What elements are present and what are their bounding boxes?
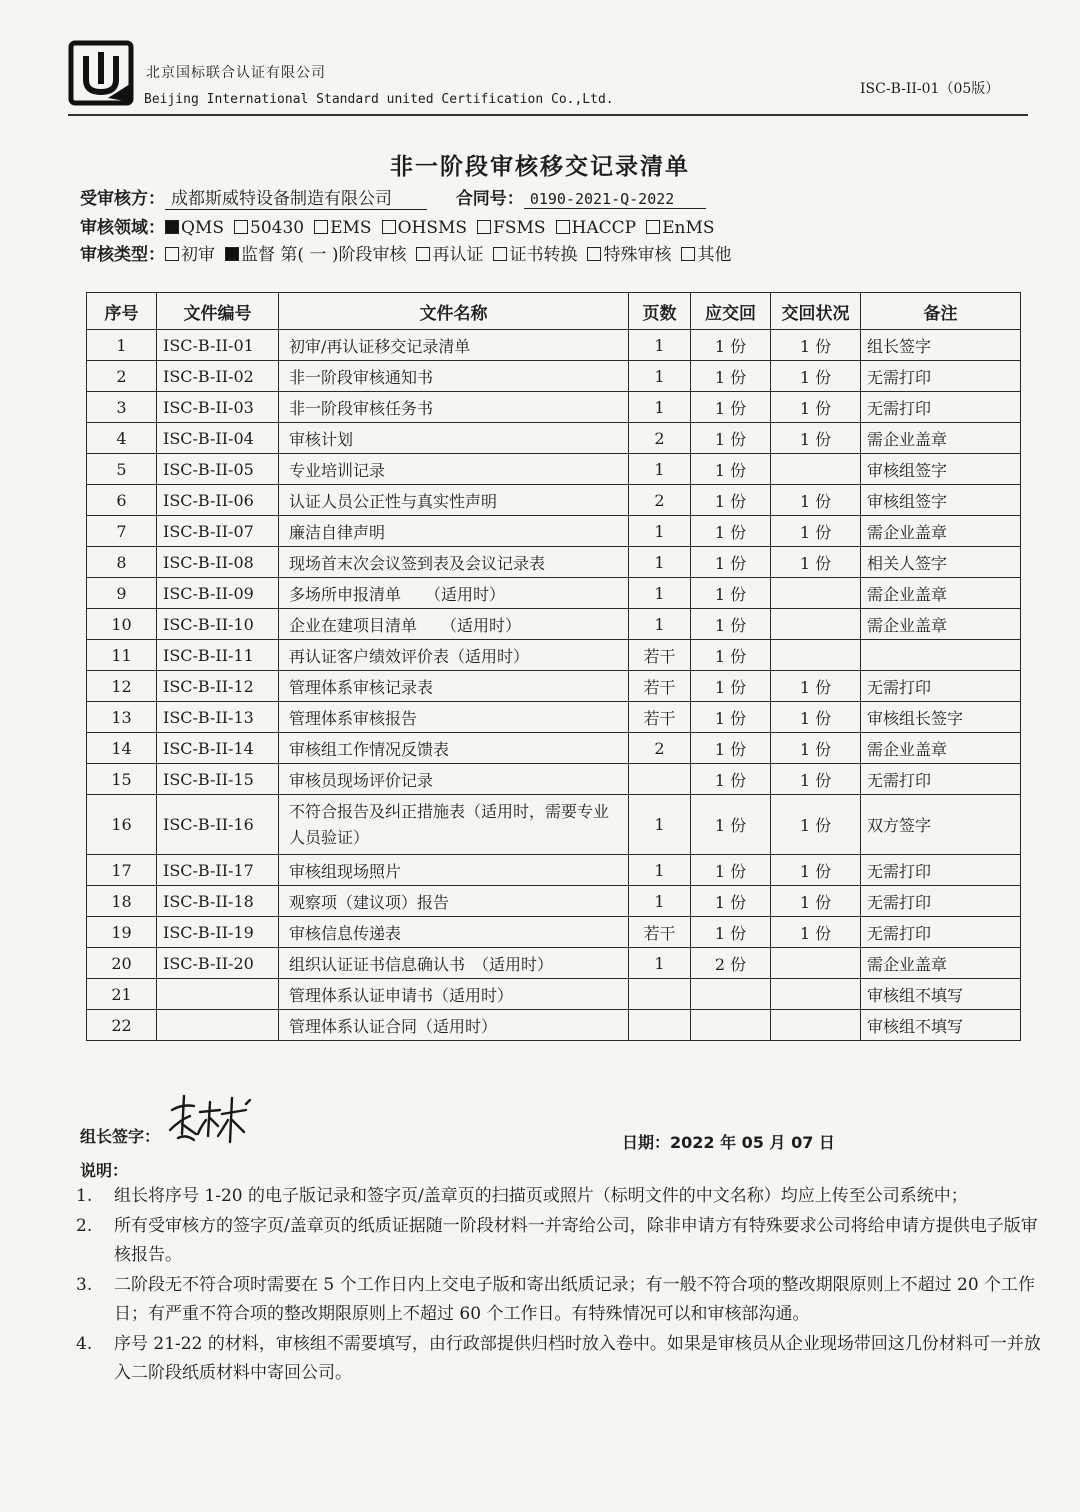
row-number-cell: 16 bbox=[87, 795, 157, 855]
row-number-cell: 6 bbox=[87, 485, 157, 516]
returned-status-cell: 1 份 bbox=[771, 733, 861, 764]
company-name-en: Beijing International Standard united Certification Co.,Ltd. bbox=[144, 92, 614, 107]
remark-cell: 需企业盖章 bbox=[861, 948, 1021, 979]
row-number-cell: 18 bbox=[87, 886, 157, 917]
table-row bbox=[87, 547, 1021, 578]
required-copies-cell: 1 份 bbox=[691, 764, 771, 795]
remark-cell: 审核组不填写 bbox=[861, 1010, 1021, 1041]
note-text: 所有受审核方的签字页/盖章页的纸质证据随一阶段材料一并寄给公司，除非申请方有特殊要求公司将给申请方提供电子版审核报告。 bbox=[114, 1216, 1038, 1265]
remark-cell: 需企业盖章 bbox=[861, 516, 1021, 547]
remark-cell bbox=[861, 640, 1021, 671]
audit-type-option[interactable] bbox=[416, 245, 483, 265]
file-code-cell: ISC-B-II-20 bbox=[157, 948, 279, 979]
column-header: 序号 bbox=[87, 293, 157, 330]
remark-cell: 无需打印 bbox=[861, 886, 1021, 917]
required-copies-cell: 1 份 bbox=[691, 855, 771, 886]
required-copies-cell: 1 份 bbox=[691, 547, 771, 578]
table-row bbox=[87, 764, 1021, 795]
page-count-cell: 1 bbox=[629, 516, 691, 547]
file-code-cell: ISC-B-II-04 bbox=[157, 423, 279, 454]
note-item bbox=[76, 1330, 1046, 1388]
file-code-cell: ISC-B-II-09 bbox=[157, 578, 279, 609]
file-name-cell: 非一阶段审核通知书 bbox=[279, 361, 629, 392]
file-code-cell bbox=[157, 1010, 279, 1041]
row-number-cell: 4 bbox=[87, 423, 157, 454]
required-copies-cell: 1 份 bbox=[691, 516, 771, 547]
returned-status-cell: 1 份 bbox=[771, 330, 861, 361]
table-row bbox=[87, 330, 1021, 361]
remark-cell: 需企业盖章 bbox=[861, 578, 1021, 609]
file-code-cell: ISC-B-II-13 bbox=[157, 702, 279, 733]
returned-status-cell: 1 份 bbox=[771, 423, 861, 454]
table-row bbox=[87, 855, 1021, 886]
unchecked-checkbox-icon[interactable] bbox=[314, 220, 328, 234]
audit-field-option-label: HACCP bbox=[571, 218, 637, 238]
audit-field-option[interactable] bbox=[477, 218, 546, 238]
audit-type-option-label: 特殊审核 bbox=[603, 245, 672, 265]
file-name-cell: 管理体系认证合同（适用时） bbox=[279, 1010, 629, 1041]
notes-title: 说明： bbox=[80, 1161, 129, 1180]
returned-status-cell: 1 份 bbox=[771, 547, 861, 578]
file-code-cell: ISC-B-II-19 bbox=[157, 917, 279, 948]
file-name-cell: 审核组现场照片 bbox=[279, 855, 629, 886]
audit-type-option-label: 再认证 bbox=[432, 245, 484, 265]
file-name-cell: 不符合报告及纠正措施表（适用时，需要专业人员验证） bbox=[279, 795, 629, 855]
page-count-cell bbox=[629, 764, 691, 795]
file-name-cell: 多场所申报清单 （适用时） bbox=[279, 578, 629, 609]
page-count-cell: 2 bbox=[629, 733, 691, 764]
file-code-cell: ISC-B-II-18 bbox=[157, 886, 279, 917]
table-header-row bbox=[87, 293, 1021, 330]
page-count-cell: 1 bbox=[629, 547, 691, 578]
audit-type-option[interactable] bbox=[493, 245, 577, 265]
file-name-cell: 组织认证证书信息确认书 （适用时） bbox=[279, 948, 629, 979]
required-copies-cell: 1 份 bbox=[691, 671, 771, 702]
required-copies-cell: 1 份 bbox=[691, 795, 771, 855]
file-code-cell: ISC-B-II-14 bbox=[157, 733, 279, 764]
table-body bbox=[87, 330, 1021, 1041]
remark-cell: 双方签字 bbox=[861, 795, 1021, 855]
row-number-cell: 20 bbox=[87, 948, 157, 979]
page-count-cell: 2 bbox=[629, 423, 691, 454]
page-count-cell bbox=[629, 979, 691, 1010]
remark-cell: 审核组长签字 bbox=[861, 702, 1021, 733]
audit-field-option-label: QMS bbox=[181, 218, 224, 238]
row-number-cell: 15 bbox=[87, 764, 157, 795]
file-name-cell: 企业在建项目清单 （适用时） bbox=[279, 609, 629, 640]
returned-status-cell bbox=[771, 979, 861, 1010]
required-copies-cell: 1 份 bbox=[691, 578, 771, 609]
unchecked-checkbox-icon[interactable] bbox=[646, 220, 660, 234]
row-number-cell: 8 bbox=[87, 547, 157, 578]
table-row bbox=[87, 454, 1021, 485]
returned-status-cell: 1 份 bbox=[771, 795, 861, 855]
audit-field-options bbox=[165, 218, 725, 238]
required-copies-cell: 1 份 bbox=[691, 423, 771, 454]
audit-field-label: 审核领域： bbox=[80, 218, 165, 238]
file-name-cell: 非一阶段审核任务书 bbox=[279, 392, 629, 423]
unchecked-checkbox-icon[interactable] bbox=[556, 220, 570, 234]
audit-type-option[interactable] bbox=[165, 245, 215, 265]
required-copies-cell: 1 份 bbox=[691, 733, 771, 764]
column-header: 交回状况 bbox=[771, 293, 861, 330]
page-count-cell: 若干 bbox=[629, 671, 691, 702]
table-row bbox=[87, 702, 1021, 733]
file-code-cell: ISC-B-II-16 bbox=[157, 795, 279, 855]
auditee-label: 受审核方： bbox=[80, 189, 165, 209]
column-header: 页数 bbox=[629, 293, 691, 330]
file-code-cell: ISC-B-II-12 bbox=[157, 671, 279, 702]
contract-label: 合同号： bbox=[455, 189, 524, 209]
file-code-cell: ISC-B-II-11 bbox=[157, 640, 279, 671]
remark-cell: 需企业盖章 bbox=[861, 733, 1021, 764]
checked-checkbox-icon[interactable] bbox=[165, 220, 179, 234]
returned-status-cell: 1 份 bbox=[771, 485, 861, 516]
table-row bbox=[87, 516, 1021, 547]
audit-field-option[interactable] bbox=[382, 218, 467, 238]
row-number-cell: 3 bbox=[87, 392, 157, 423]
page-count-cell: 若干 bbox=[629, 640, 691, 671]
unchecked-checkbox-icon[interactable] bbox=[493, 247, 507, 261]
page-count-cell: 1 bbox=[629, 330, 691, 361]
file-code-cell: ISC-B-II-01 bbox=[157, 330, 279, 361]
row-number-cell: 21 bbox=[87, 979, 157, 1010]
note-number: 2. bbox=[76, 1216, 93, 1236]
file-name-cell: 专业培训记录 bbox=[279, 454, 629, 485]
file-name-cell: 廉洁自律声明 bbox=[279, 516, 629, 547]
returned-status-cell bbox=[771, 609, 861, 640]
audit-type-option-label: 证书转换 bbox=[509, 245, 578, 265]
transfer-record-table bbox=[86, 292, 1021, 1041]
audit-field-option[interactable] bbox=[234, 218, 304, 238]
required-copies-cell: 1 份 bbox=[691, 330, 771, 361]
table-row bbox=[87, 733, 1021, 764]
required-copies-cell: 1 份 bbox=[691, 485, 771, 516]
document-title: 非一阶段审核移交记录清单 bbox=[390, 153, 690, 180]
file-code-cell: ISC-B-II-02 bbox=[157, 361, 279, 392]
row-number-cell: 1 bbox=[87, 330, 157, 361]
required-copies-cell: 1 份 bbox=[691, 454, 771, 485]
audit-type-option[interactable] bbox=[681, 245, 731, 265]
file-code-cell: ISC-B-II-06 bbox=[157, 485, 279, 516]
file-code-cell bbox=[157, 979, 279, 1010]
returned-status-cell: 1 份 bbox=[771, 886, 861, 917]
table-row bbox=[87, 609, 1021, 640]
returned-status-cell: 1 份 bbox=[771, 855, 861, 886]
unchecked-checkbox-icon[interactable] bbox=[234, 220, 248, 234]
required-copies-cell: 1 份 bbox=[691, 361, 771, 392]
note-item bbox=[76, 1212, 1046, 1270]
remark-cell: 无需打印 bbox=[861, 392, 1021, 423]
audit-type-option[interactable] bbox=[587, 245, 671, 265]
returned-status-cell bbox=[771, 1010, 861, 1041]
required-copies-cell: 1 份 bbox=[691, 609, 771, 640]
note-item bbox=[76, 1271, 1046, 1329]
audit-type-option[interactable] bbox=[225, 245, 406, 265]
sign-date: 日期：2022 年 05 月 07 日 bbox=[622, 1133, 835, 1152]
audit-field-option[interactable] bbox=[556, 218, 637, 238]
unchecked-checkbox-icon[interactable] bbox=[587, 247, 601, 261]
returned-status-cell bbox=[771, 578, 861, 609]
table-row bbox=[87, 392, 1021, 423]
table-row bbox=[87, 578, 1021, 609]
file-code-cell: ISC-B-II-07 bbox=[157, 516, 279, 547]
contract-value: 0190-2021-Q-2022 bbox=[524, 190, 706, 209]
row-number-cell: 12 bbox=[87, 671, 157, 702]
page-count-cell: 1 bbox=[629, 609, 691, 640]
returned-status-cell bbox=[771, 948, 861, 979]
table-row bbox=[87, 423, 1021, 454]
audit-type-options bbox=[165, 245, 741, 265]
signature-label: 组长签字： bbox=[80, 1127, 161, 1146]
remark-cell: 无需打印 bbox=[861, 361, 1021, 392]
remark-cell: 审核组签字 bbox=[861, 454, 1021, 485]
page-count-cell: 若干 bbox=[629, 917, 691, 948]
audit-field-line bbox=[80, 213, 725, 238]
returned-status-cell bbox=[771, 640, 861, 671]
remark-cell: 无需打印 bbox=[861, 671, 1021, 702]
row-number-cell: 10 bbox=[87, 609, 157, 640]
column-header: 备注 bbox=[861, 293, 1021, 330]
audit-field-option[interactable] bbox=[314, 218, 371, 238]
remark-cell: 审核组不填写 bbox=[861, 979, 1021, 1010]
note-number: 1. bbox=[76, 1186, 93, 1206]
row-number-cell: 7 bbox=[87, 516, 157, 547]
note-number: 4. bbox=[76, 1334, 93, 1354]
row-number-cell: 17 bbox=[87, 855, 157, 886]
audit-field-option-label: FSMS bbox=[493, 218, 546, 238]
returned-status-cell: 1 份 bbox=[771, 671, 861, 702]
file-name-cell: 管理体系认证申请书（适用时） bbox=[279, 979, 629, 1010]
row-number-cell: 2 bbox=[87, 361, 157, 392]
note-text: 二阶段无不符合项时需要在 5 个工作日内上交电子版和寄出纸质记录；有一般不符合项的整改期限原则上不超过 20 个工作日；有严重不符合项的整改期限原则上不超过 60 个工作日。有特殊情况可以和审核部沟通。 bbox=[114, 1275, 1036, 1324]
row-number-cell: 14 bbox=[87, 733, 157, 764]
unchecked-checkbox-icon[interactable] bbox=[681, 247, 695, 261]
audit-type-option-label: 监督 第( 一 )阶段审核 bbox=[241, 245, 407, 265]
required-copies-cell: 1 份 bbox=[691, 886, 771, 917]
document-code: ISC-B-II-01（05版） bbox=[860, 81, 1000, 97]
auditee-line bbox=[80, 184, 706, 210]
file-name-cell: 审核计划 bbox=[279, 423, 629, 454]
checked-checkbox-icon[interactable] bbox=[225, 247, 239, 261]
remark-cell: 无需打印 bbox=[861, 917, 1021, 948]
unchecked-checkbox-icon[interactable] bbox=[416, 247, 430, 261]
file-code-cell: ISC-B-II-10 bbox=[157, 609, 279, 640]
audit-field-option-label: OHSMS bbox=[397, 218, 468, 238]
row-number-cell: 13 bbox=[87, 702, 157, 733]
audit-type-line bbox=[80, 240, 741, 265]
table-row bbox=[87, 795, 1021, 855]
unchecked-checkbox-icon[interactable] bbox=[382, 220, 396, 234]
table-row bbox=[87, 979, 1021, 1010]
row-number-cell: 9 bbox=[87, 578, 157, 609]
row-number-cell: 22 bbox=[87, 1010, 157, 1041]
returned-status-cell: 1 份 bbox=[771, 702, 861, 733]
table-row bbox=[87, 948, 1021, 979]
page-count-cell: 若干 bbox=[629, 702, 691, 733]
page-count-cell: 1 bbox=[629, 392, 691, 423]
file-code-cell: ISC-B-II-03 bbox=[157, 392, 279, 423]
audit-field-option-label: EnMS bbox=[662, 218, 715, 238]
auditee-value: 成都斯威特设备制造有限公司 bbox=[165, 184, 427, 210]
audit-field-option[interactable] bbox=[165, 218, 224, 238]
returned-status-cell: 1 份 bbox=[771, 361, 861, 392]
file-name-cell: 再认证客户绩效评价表（适用时） bbox=[279, 640, 629, 671]
company-name-cn: 北京国标联合认证有限公司 bbox=[146, 65, 326, 81]
table-row bbox=[87, 917, 1021, 948]
remark-cell: 需企业盖章 bbox=[861, 423, 1021, 454]
file-code-cell: ISC-B-II-08 bbox=[157, 547, 279, 578]
returned-status-cell: 1 份 bbox=[771, 392, 861, 423]
required-copies-cell: 2 份 bbox=[691, 948, 771, 979]
remark-cell: 无需打印 bbox=[861, 764, 1021, 795]
remark-cell: 相关人签字 bbox=[861, 547, 1021, 578]
row-number-cell: 5 bbox=[87, 454, 157, 485]
table-row bbox=[87, 671, 1021, 702]
remark-cell: 需企业盖章 bbox=[861, 609, 1021, 640]
returned-status-cell: 1 份 bbox=[771, 917, 861, 948]
table-row bbox=[87, 361, 1021, 392]
row-number-cell: 11 bbox=[87, 640, 157, 671]
page-count-cell: 1 bbox=[629, 855, 691, 886]
audit-type-option-label: 其他 bbox=[697, 245, 732, 265]
remark-cell: 审核组签字 bbox=[861, 485, 1021, 516]
remark-cell: 组长签字 bbox=[861, 330, 1021, 361]
required-copies-cell: 1 份 bbox=[691, 702, 771, 733]
page-count-cell: 1 bbox=[629, 795, 691, 855]
page-count-cell: 1 bbox=[629, 578, 691, 609]
file-name-cell: 管理体系审核记录表 bbox=[279, 671, 629, 702]
audit-field-option[interactable] bbox=[646, 218, 714, 238]
note-text: 序号 21-22 的材料，审核组不需要填写，由行政部提供归档时放入卷中。如果是审核员从企业现场带回这几份材料可一并放入二阶段纸质材料中寄回公司。 bbox=[114, 1334, 1041, 1383]
table-row bbox=[87, 485, 1021, 516]
page-count-cell: 1 bbox=[629, 948, 691, 979]
required-copies-cell bbox=[691, 1010, 771, 1041]
table-row bbox=[87, 640, 1021, 671]
file-name-cell: 审核组工作情况反馈表 bbox=[279, 733, 629, 764]
unchecked-checkbox-icon[interactable] bbox=[477, 220, 491, 234]
note-text: 组长将序号 1-20 的电子版记录和签字页/盖章页的扫描页或照片（标明文件的中文名称）均应上传至公司系统中； bbox=[114, 1186, 968, 1206]
note-item bbox=[76, 1182, 1046, 1211]
row-number-cell: 19 bbox=[87, 917, 157, 948]
table-row bbox=[87, 1010, 1021, 1041]
required-copies-cell bbox=[691, 979, 771, 1010]
company-logo-icon bbox=[68, 40, 134, 106]
page-count-cell: 2 bbox=[629, 485, 691, 516]
header-divider bbox=[68, 114, 1028, 116]
file-name-cell: 观察项（建议项）报告 bbox=[279, 886, 629, 917]
page-count-cell: 1 bbox=[629, 454, 691, 485]
handwritten-signature bbox=[160, 1090, 270, 1150]
file-name-cell: 审核信息传递表 bbox=[279, 917, 629, 948]
note-number: 3. bbox=[76, 1275, 93, 1295]
audit-type-label: 审核类型： bbox=[80, 245, 165, 265]
table-row bbox=[87, 886, 1021, 917]
file-name-cell: 管理体系审核报告 bbox=[279, 702, 629, 733]
unchecked-checkbox-icon[interactable] bbox=[165, 247, 179, 261]
audit-field-option-label: EMS bbox=[330, 218, 372, 238]
file-name-cell: 认证人员公正性与真实性声明 bbox=[279, 485, 629, 516]
returned-status-cell: 1 份 bbox=[771, 516, 861, 547]
file-name-cell: 初审/再认证移交记录清单 bbox=[279, 330, 629, 361]
file-code-cell: ISC-B-II-17 bbox=[157, 855, 279, 886]
remark-cell: 无需打印 bbox=[861, 855, 1021, 886]
page-count-cell: 1 bbox=[629, 886, 691, 917]
page-count-cell: 1 bbox=[629, 361, 691, 392]
column-header: 应交回 bbox=[691, 293, 771, 330]
file-name-cell: 现场首末次会议签到表及会议记录表 bbox=[279, 547, 629, 578]
page-count-cell bbox=[629, 1010, 691, 1041]
required-copies-cell: 1 份 bbox=[691, 917, 771, 948]
file-code-cell: ISC-B-II-05 bbox=[157, 454, 279, 485]
required-copies-cell: 1 份 bbox=[691, 640, 771, 671]
audit-type-option-label: 初审 bbox=[181, 245, 215, 265]
file-name-cell: 审核员现场评价记录 bbox=[279, 764, 629, 795]
returned-status-cell: 1 份 bbox=[771, 764, 861, 795]
column-header: 文件编号 bbox=[157, 293, 279, 330]
returned-status-cell bbox=[771, 454, 861, 485]
column-header: 文件名称 bbox=[279, 293, 629, 330]
required-copies-cell: 1 份 bbox=[691, 392, 771, 423]
audit-field-option-label: 50430 bbox=[250, 218, 305, 238]
notes-list bbox=[76, 1182, 1046, 1389]
file-code-cell: ISC-B-II-15 bbox=[157, 764, 279, 795]
